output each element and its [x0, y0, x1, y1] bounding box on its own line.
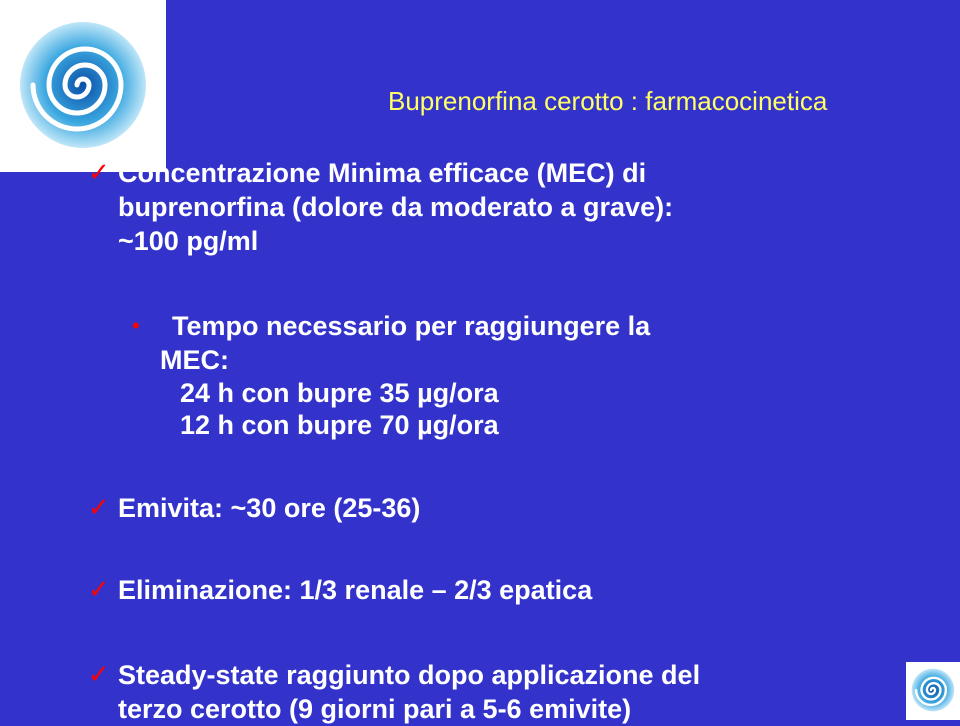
spiral-logo-icon	[18, 20, 148, 150]
bullet-emivita-text: Emivita: ~30 ore (25-36)	[118, 493, 421, 523]
bullet-mec-line3: ~100 pg/ml	[118, 226, 259, 256]
bullet-steady-line1: Steady-state raggiunto dopo applicazione del	[118, 660, 701, 690]
dot-bullet-icon: •	[132, 313, 140, 338]
bullet-eliminazione-text: Eliminazione: 1/3 renale – 2/3 epatica	[118, 575, 593, 605]
sub-bullet-line2: MEC:	[160, 345, 229, 375]
bullet-emivita	[118, 491, 420, 525]
bullet-steady-line2: terzo cerotto (9 giorni pari a 5-6 emivite)	[118, 694, 632, 724]
sub-bullet-line1: Tempo necessario per raggiungere la	[172, 311, 651, 341]
check-icon: ✓	[88, 575, 110, 605]
check-icon: ✓	[88, 158, 110, 188]
check-icon: ✓	[88, 660, 110, 690]
sub-bullet-tempo	[160, 309, 650, 441]
bullet-eliminazione	[118, 573, 592, 607]
bullet-mec-line1: Concentrazione Minima efficace (MEC) di	[118, 158, 647, 188]
small-logo-box	[906, 662, 960, 720]
sub-bullet-line4: 12 h con bupre 70 µg/ora	[180, 410, 499, 440]
logo-box	[0, 0, 166, 172]
bullet-steady-state	[118, 658, 700, 726]
slide-title: Buprenorfina cerotto : farmacocinetica	[388, 86, 828, 116]
sub-bullet-line3: 24 h con bupre 35 µg/ora	[180, 378, 499, 408]
bullet-mec-line2: buprenorfina (dolore da moderato a grave):	[118, 192, 674, 222]
spiral-small-logo-icon	[911, 668, 955, 712]
bullet-mec	[118, 156, 673, 258]
check-icon: ✓	[88, 493, 110, 523]
